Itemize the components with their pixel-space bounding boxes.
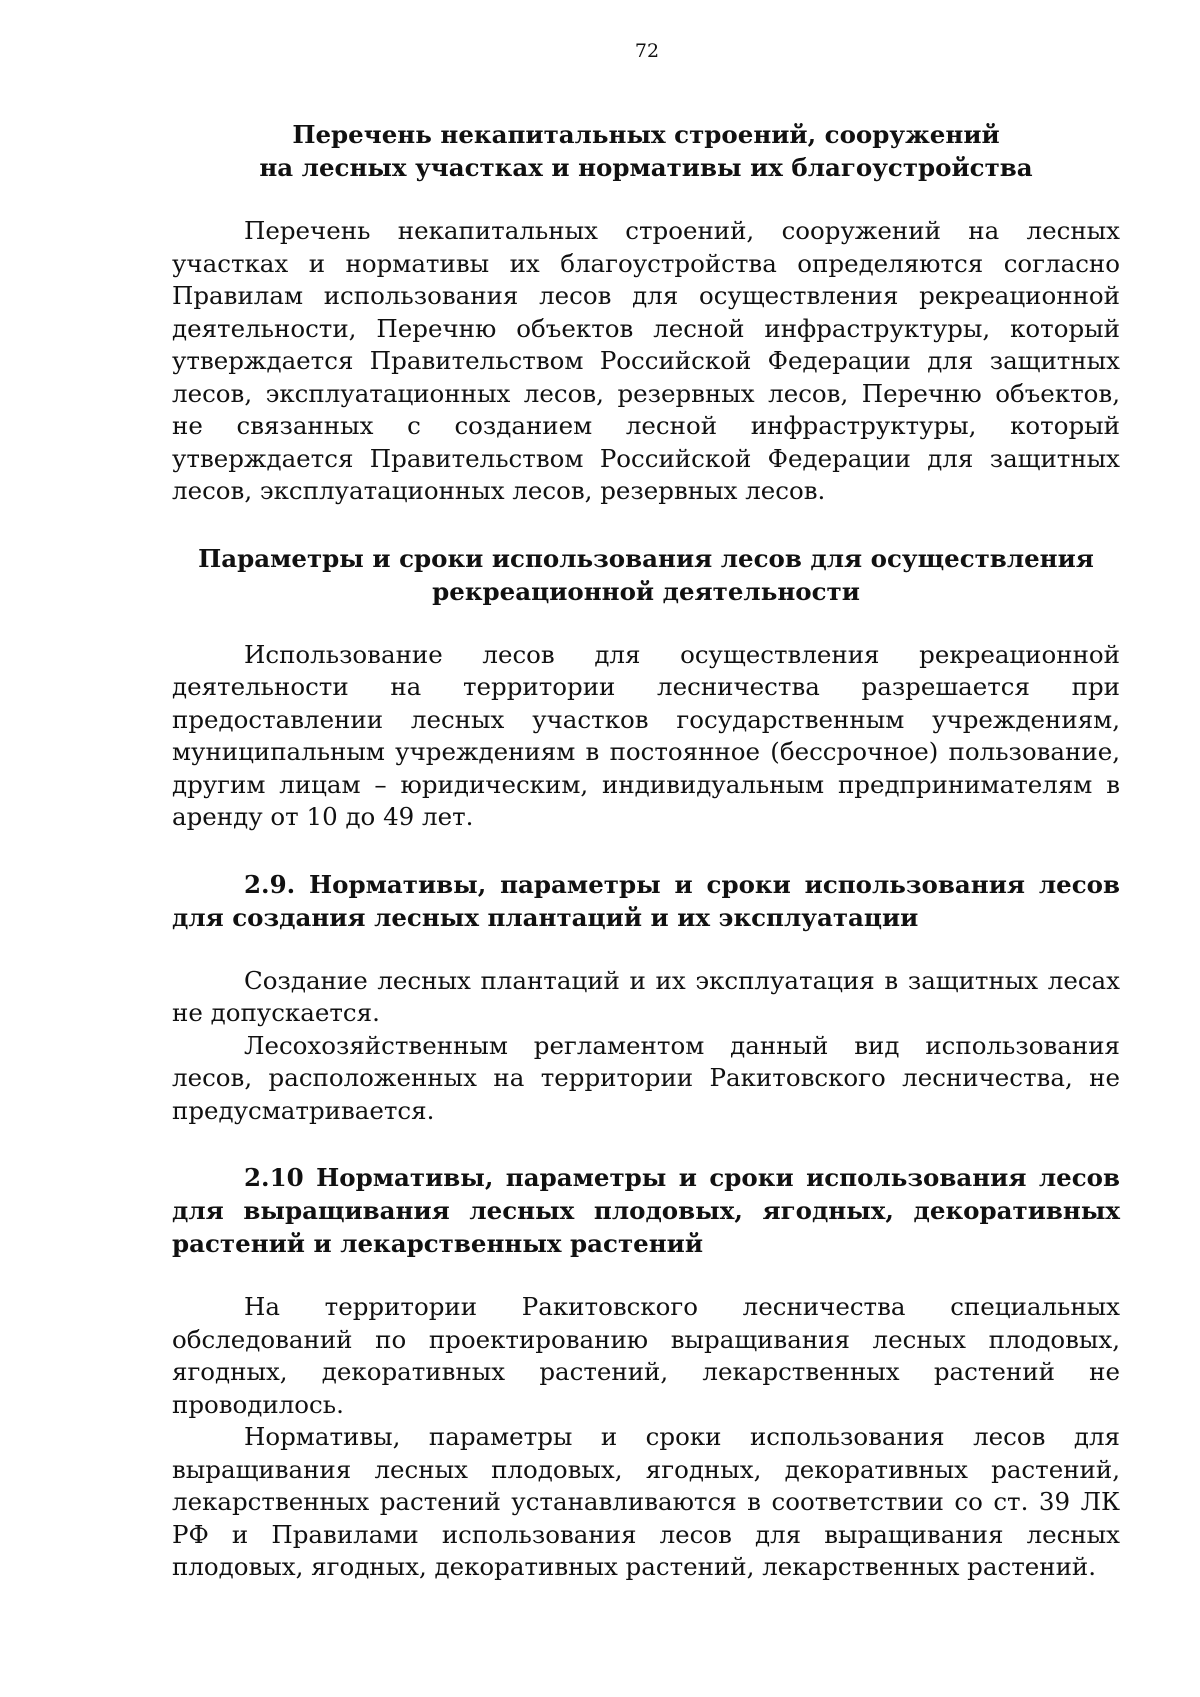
section-heading-recreation-parameters (172, 542, 1120, 608)
page-content (172, 118, 1120, 1584)
heading-line: Перечень некапитальных строений, сооружений (292, 120, 1000, 149)
section-heading-2-10: 2.10 Нормативы, параметры и сроки использования лесов для выращивания лесных плодовых, ягодных, декоративных растений и лекарственных растений (172, 1163, 1120, 1258)
heading-line: Параметры и сроки использования лесов для осуществления (198, 543, 1094, 573)
heading-line: рекреационной деятельности (432, 576, 860, 606)
paragraph-no-surveys: На территории Ракитовского лесничества специальных обследований по проектированию выращивания лесных плодовых, ягодных, декоративных растений, лекарственных растений не проводилось. (172, 1292, 1120, 1419)
heading-line: на лесных участках и нормативы их благоустройства (259, 153, 1033, 182)
paragraph-plantations-prohibited: Создание лесных плантаций и их эксплуатация в защитных лесах не допускается. (172, 965, 1120, 1027)
paragraph-plantations-not-provided: Лесохозяйственным регламентом данный вид использования лесов, расположенных на территории Ракитовского лесничества, не предусматривается. (172, 1030, 1120, 1125)
paragraph-norms-established: Нормативы, параметры и сроки использования лесов для выращивания лесных плодовых, ягодных, декоративных растений, лекарственных растений устанавливаются в соответствии со ст. 39 ЛК РФ и Правилами использования лесов для выращивания лесных плодовых, ягодных, декоративных растений, лекарственных растений. (172, 1422, 1120, 1581)
page-number: 72 (634, 40, 660, 62)
section-heading-noncapital-structures (172, 118, 1120, 184)
paragraph-recreation-parameters: Использование лесов для осуществления рекреационной деятельности на территории лесничества разрешается при предоставлении лесных участков государственным учреждениям, муниципальным учреждениям в постоянное (бессрочное) пользование, другим лицам – юридическим, индивидуальным предпринимателям в аренду от 10 до 49 лет. (172, 639, 1120, 831)
section-heading-2-9: 2.9. Нормативы, параметры и сроки использования лесов для создания лесных плантаций и их эксплуатации (172, 869, 1120, 932)
paragraph-noncapital-structures: Перечень некапитальных строений, сооружений на лесных участках и нормативы их благоустройства определяются согласно Правилам использования лесов для осуществления рекреационной деятельности, Перечню объектов лесной инфраструктуры, который утверждается Правительством Российской Федерации для защитных лесов, эксплуатационных лесов, резервных лесов, Перечню объектов, не связанных с созданием лесной инфраструктуры, который утверждается Правительством Российской Федерации для защитных лесов, эксплуатационных лесов, резервных лесов. (172, 216, 1120, 505)
